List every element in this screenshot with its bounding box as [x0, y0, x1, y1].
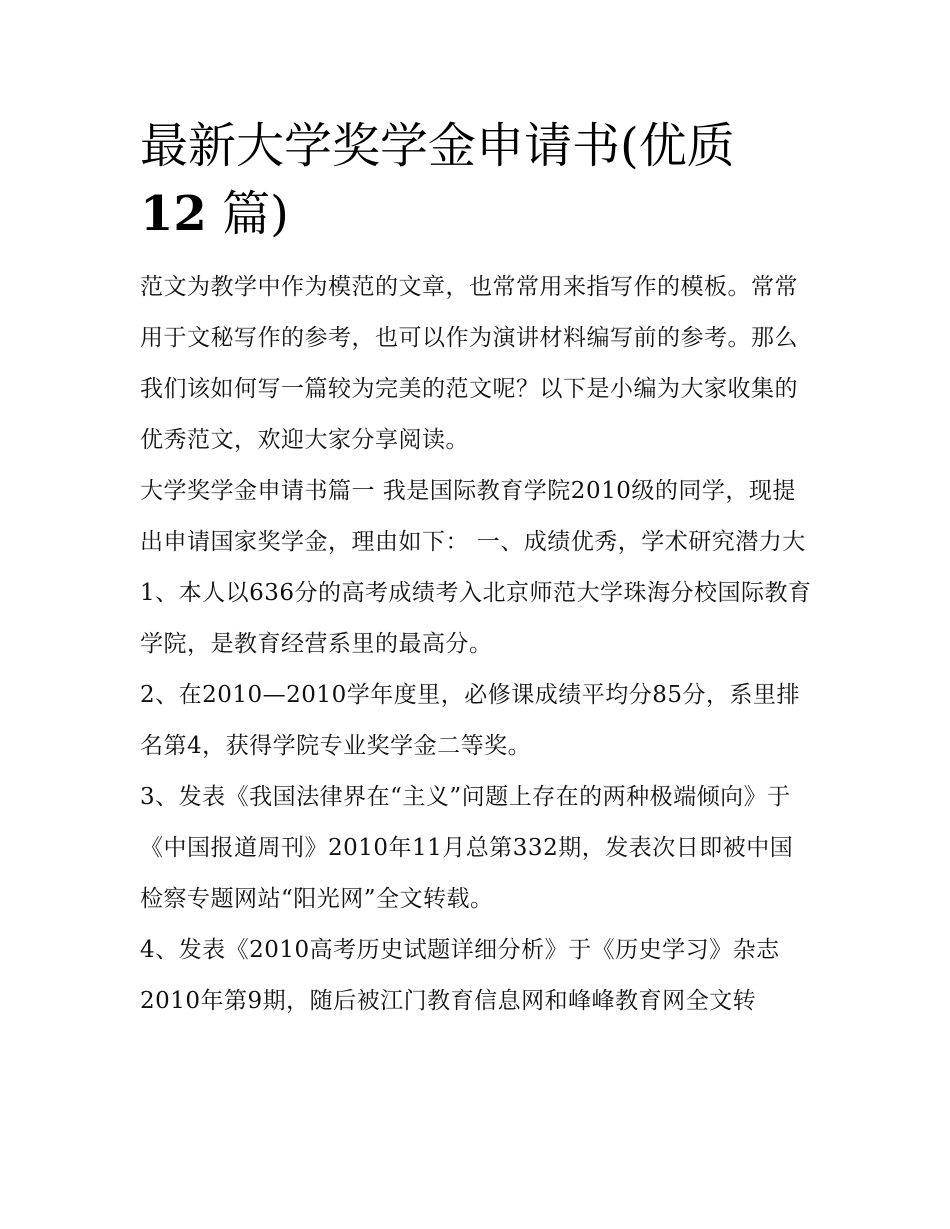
paragraph-item-4: 4、发表《2010高考历史试题详细分析》于《历史学习》杂志2010年第9期，随后被江门教育信息网和峰峰教育网全文转 — [140, 937, 780, 1014]
paragraph-item-1: 1、本人以636分的高考成绩考入北京师范大学珠海分校国际教育学院，是教育经营系里的最高分。 — [140, 580, 812, 657]
title-number: 12 — [140, 186, 207, 242]
paragraph-item-2: 2、在2010—2010学年度里，必修课成绩平均分85分，系里排名第4，获得学院专业奖学金二等奖。 — [140, 682, 800, 759]
document-content — [140, 112, 815, 1027]
paragraph-item-3: 3、发表《我国法律界在“主义”问题上存在的两种极端倾向》于《中国报道周刊》2010年11月总第332期，发表次日即被中国检察专题网站“阳光网”全文转载。 — [140, 784, 794, 912]
paragraph-intro: 范文为教学中作为模范的文章，也常常用来指写作的模板。常常用于文秘写作的参考，也可以作为演讲材料编写前的参考。那么我们该如何写一篇较为完美的范文呢？以下是小编为大家收集的优秀范文，欢迎大家分享阅读。 — [140, 274, 798, 453]
document-title — [140, 112, 815, 248]
paragraph-section-one: 大学奖学金申请书篇一 我是国际教育学院2010级的同学，现提出申请国家奖学金，理由如下： 一、成绩优秀，学术研究潜力大 — [140, 478, 806, 555]
title-line-2: 篇) — [222, 186, 289, 242]
title-line-1: 最新大学奖学金申请书(优质 — [140, 118, 735, 174]
